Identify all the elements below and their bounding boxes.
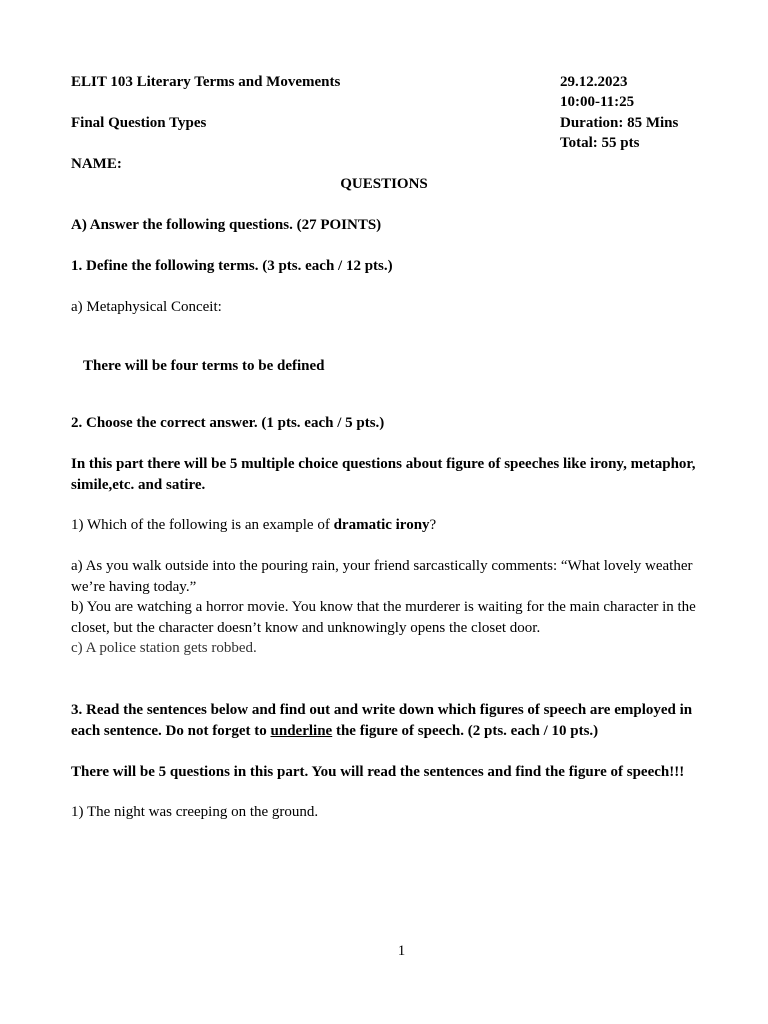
q3-note: There will be 5 questions in this part. You will read the sentences and find the figure of speech!!! (71, 764, 685, 780)
question-types-label: Final Question Types (71, 115, 207, 131)
exam-duration: Duration: 85 Mins (560, 115, 679, 131)
name-label: NAME: (71, 156, 122, 172)
questions-title: QUESTIONS (340, 176, 428, 192)
q2-example-question (71, 515, 436, 535)
q3-heading-part1: 3. Read the sentences below and find out and write down which figures of speech are employed in each sentence. Do not forget to (71, 702, 693, 739)
q3-heading (71, 700, 699, 741)
q3-heading-underlined: underline (270, 722, 333, 739)
q3-heading-part2: the figure of speech. (2 pts. each / 10 pts.) (332, 722, 599, 739)
q2-option-a: a) As you walk outside into the pouring rain, your friend sarcastically comments: “What lovely weather we’re having today.” (71, 558, 693, 595)
q2-option-b: b) You are watching a horror movie. You know that the murderer is waiting for the main character in the closet, but the character doesn’t know and unknowingly opens the closet door. (71, 599, 696, 636)
q1-heading: 1. Define the following terms. (3 pts. each / 12 pts.) (71, 258, 393, 274)
exam-time: 10:00-11:25 (560, 94, 635, 110)
q2-example-prefix: 1) Which of the following is an example of (71, 517, 334, 533)
q2-heading: 2. Choose the correct answer. (1 pts. each / 5 pts.) (71, 415, 385, 431)
q2-example-suffix: ? (429, 517, 437, 533)
q2-option-c: c) A police station gets robbed. (71, 640, 257, 656)
q2-example-emphasis: dramatic irony (333, 517, 430, 533)
exam-total: Total: 55 pts (560, 135, 640, 151)
q1-item-a: a) Metaphysical Conceit: (71, 299, 222, 315)
q3-example: 1) The night was creeping on the ground. (71, 804, 319, 820)
exam-date: 29.12.2023 (560, 74, 628, 90)
course-title: ELIT 103 Literary Terms and Movements (71, 74, 341, 90)
section-a-heading: A) Answer the following questions. (27 POINTS) (71, 217, 382, 233)
q2-note: In this part there will be 5 multiple choice questions about figure of speeches like irony, metaphor, simile,etc. and satire. (71, 456, 696, 493)
page-number: 1 (397, 943, 406, 959)
q1-note: There will be four terms to be defined (83, 358, 325, 374)
